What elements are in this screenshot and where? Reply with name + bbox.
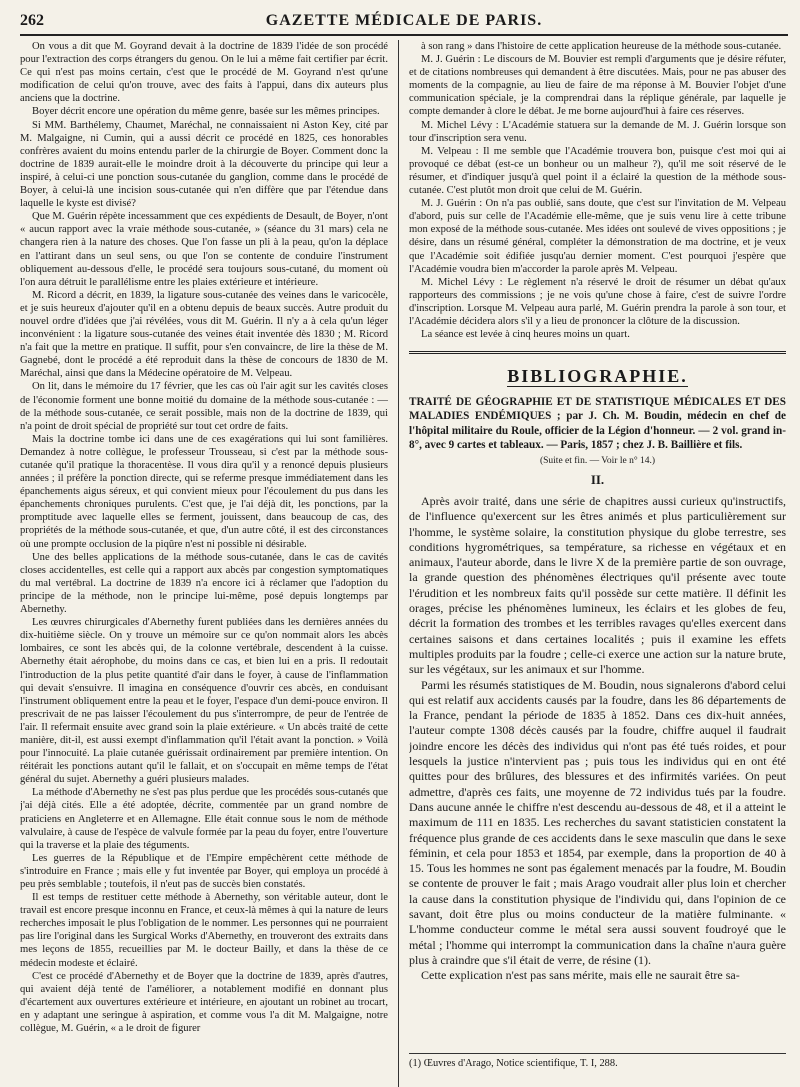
session-closing: La séance est levée à cinq heures moins un quart. [421, 329, 630, 341]
paragraph: Parmi les résumés statistiques de M. Boudin, nous signalerons d'abord celui qui est relatif aux accidents causés par la foudre, dans les 86 départements de la France, pendant la période de 1835 à 1852. Dans ces dix-huit années, l'auteur compte 1308 décès causés par la foudre, chiffre auquel il faudrait joindre encore les décès des individus qui n'ont pas été tués roides, et pour lesquels la justice n'intervient pas ; puis tous les individus qui en ont été quittes pour des brûlures, des blessures et des infirmités variées. On peut admettre, d'après ces faits, une moyenne de 72 individus tués par la foudre. Dans aucune année le chiffre n'est descendu au-dessous de 48, et il a atteint le maximum de 111 en 1835. Les recherches du savant statisticien constatent la fréquence plus grande de ces accidents dans le sexe masculin que dans le sexe féminin, et cela pour 1853 et 1854, par exemple, dans la proportion de 40 à 15. Tous les hommes ne sont pas également menacés par la foudre, M. Boudin se contente de prouver le fait ; mais Arago voudrait aller plus loin et chercher la cause dans la constitution physique de l'individu qui, dans l'opinion de ce savant, doit être plus ou moins conducteur de la matière fulminante. « L'homme conducteur comme le métal sera aussi souvent foudroyé que le métal ; l'homme qui interrompt la communication dans la chaîne n'aura guère plus à craindre que s'il était de verre, de résine (1). [409, 677, 786, 967]
paragraph: M. J. Guérin : On n'a pas oublié, sans doute, que c'est sur l'invitation de M. Velpeau d'abord, puis sur celle de l'Académie elle-même, que je suis venu lire à cette tribune mon exposé de la méthode sous-cutanée. Mes idées ont soulevé de vives oppositions ; je désire, dans un résumé général, compléter la démonstration de ma doctrine, et je veux que l'Académie soit édifiée jusqu'au dernier moment. C'est pourquoi j'espère que l'Académie voudra bien m'accorder la parole après M. Velpeau. [409, 198, 786, 275]
left-column [20, 40, 388, 1087]
paragraph: M. Velpeau : Il me semble que l'Académie trouvera bon, puisque c'est moi qui ai provoqué ce débat (est-ce un bonheur ou un malheur ?), qu'il me soit réservé de le résumer, et d'indiquer jusqu'à quel point il a éclairé la question de la méthode sous-cutanée. C'est plutôt mon droit que celui de M. Guérin. [409, 145, 786, 197]
paragraph: Les guerres de la République et de l'Empire empêchèrent cette méthode de s'introduire en France ; mais elle y fut inventée par Boyer, qui employa un procédé à peu près semblable ; toutefois, il n'eut pas de succès bien constatés. [20, 852, 388, 890]
paragraph: M. J. Guérin : Le discours de M. Bouvier est rempli d'arguments que je désire réfuter, et de citations nombreuses qui demandent à être discutées. Mais, pour ne pas abuser des moments de la compagnie, au lieu de faire de ma réponse à M. Bouvier l'objet d'une communication spéciale, je la comprendrai dans la réplique générale, par laquelle je compte demander à clore le débat. Je me borne aujourd'hui à faire ces réserves. [409, 54, 786, 118]
review-body [409, 494, 786, 984]
continuation-note: (Suite et fin. — Voir le n° 14.) [539, 455, 656, 466]
paragraph: Les œuvres chirurgicales d'Abernethy furent publiées dans les dernières années du dix-huitième siècle. On y trouve un mémoire sur ce qu'on nommait alors les abcès lombaires, ce sont les abcès qui, de la colonne vertébrale, descendent à la cuisse. Abernethy était aérophobe, du moins dans ce cas, et bien lui en a pris. Il redoutait l'introduction de la plus petite quantité d'air dans le foyer, à cause de l'inflammation qui devait s'ensuivre. Il imagina en conséquence d'ouvrir ces abcès, en conduisant l'instrument obliquement entre la peau et le foyer, l'espace d'un demi-pouce environ. Il prescrivait de ne pas laisser l'écoulement du pus s'interrompre, de peur de l'entrée de l'air. Il refermait ensuite avec grand soin la plaie extérieure. « Un abcès traité de cette manière, dit-il, est aussi exempt d'inflammation qu'il l'était avant la ponction. » Voilà pour l'innocuité. La plaie cutanée guérissait ordinairement par première intention. On réitérait les ponctions autant qu'il le fallait, et on s'occupait en même temps de l'état général du sujet. Abernethy a guéri plusieurs malades. [20, 617, 388, 786]
paragraph: On vous a dit que M. Goyrand devait à la doctrine de 1839 l'idée de son procédé pour l'extraction des corps étrangers du genou. On le lui a même fait certifier par écrit. Ce qui n'est pas moins certain, c'est que le procédé de M. Goyrand n'est qu'une modification de celui qu'on trouve, avec des faits à l'appui, dans dix auteurs plus anciens que la doctrine. [20, 41, 388, 105]
paragraph: M. Michel Lévy : Le règlement n'a réservé le droit de résumer un débat qu'aux rapporteurs des commissions ; je ne vois qu'une chose à faire, c'est de suivre l'ordre d'inscription. Lorsque M. Velpeau aura parlé, M. Guérin prendra la parole à son tour, et l'Académie décidera alors s'il y a lieu de prononcer la clôture de la discussion. [409, 276, 786, 327]
paragraph: Après avoir traité, dans une série de chapitres aussi curieux qu'instructifs, de l'influence qu'exercent sur les êtres animés et plus particulièrement sur l'homme, le système solaire, la constitution physique du globe terrestre, ses conditions hygrométriques, sa température, sa richesse en végétaux et en animaux, l'auteur aborde, dans le livre X de la première partie de son ouvrage, la grande question des phénomènes électriques qu'il présente avec toute l'érudition et les nombreux faits qu'il possède sur cette matière. Il définit les orages, précise les phénomènes lumineux, les éclairs et les globes de feu, décrit la formation des trombes et les terribles ravages qu'elles exercent dans certaines saisons et dans certaines localités ; puis il examine les effets multiples produits par la foudre ; celle-ci exerce une action sur la nature brute, sur les végétaux, sur les animaux et sur l'homme. [409, 493, 786, 677]
footnote: (1) Œuvres d'Arago, Notice scientifique, T. I, 288. [409, 1053, 786, 1069]
paragraph: Que M. Guérin répète incessamment que ces expédients de Desault, de Boyer, n'ont « aucun rapport avec la vraie méthode sous-cutanée, » (séance du 31 mars) cela ne changera rien à la nature des choses. Que l'on fasse un pli à la peau, qu'on la déplace en l'attirant dans un seul sens, ou que l'on se contente de conduire l'instrument obliquement au-dessous d'elle, le procédé sera toujours sous-cutané, du moment où l'on aura détruit le parallélisme entre les plaies extérieure et intérieure. [20, 211, 388, 288]
page-number: 262 [20, 12, 44, 29]
section-separator [409, 351, 786, 354]
paragraph: Si MM. Barthélemy, Chaumet, Maréchal, ne connaissaient ni Aston Key, cité par M. Malgaigne, ni Cumin, qui a aussi décrit ce procédé en 1825, ces honorables confrères avaient du moins entendu parler de la chirurgie de Boyer. Comment donc la doctrine de 1839 aurait-elle le moindre droit à la découverte du principe qui leur a inspiré, à celui-ci une ponction sous-cutanée du ganglion, comme dans le procédé de Boyer, à celui-là une incision sous-cutanée qui n'en diffère que par l'étendue dans laquelle le kyste est divisé? [20, 119, 388, 210]
paragraph: Boyer décrit encore une opération du même genre, basée sur les mêmes principes. [32, 106, 380, 118]
page-header [20, 12, 788, 36]
paragraph: Cette explication n'est pas sans mérite, mais elle ne saurait être sa- [421, 968, 740, 983]
paragraph: La méthode d'Abernethy ne s'est pas plus perdue que les procédés sous-cutanés que j'ai déjà cités. Elle a été adoptée, décrite, commentée par un grand nombre de praticiens en Angleterre et en Allemagne. Elle était connue sous le nom de méthode valvulaire, à cause de l'espèce de valvule formée par la peau du foyer, entre l'ouverture qui la traverse et la plaie des téguments. [20, 787, 388, 851]
paragraph: M. Ricord a décrit, en 1839, la ligature sous-cutanée des veines dans le varicocèle, et je suis heureux d'ajouter qu'il en a obtenu depuis de beaux succès. Autre produit du nouvel ordre d'idées que j'ai révélées, vous dit M. Guérin. Il n'y a à cela qu'un léger inconvénient : la ligature sous-cutanée des veines était inventée dès 1830 ; M. Ricord n'a fait que la mettre en pratique. Il suffit, pour s'en convaincre, de lire la thèse de M. Gagnebé, dont le procédé a été reproduit dans la thèse de concours de 1830 de M. Maréchal, ainsi que dans la Médecine opératoire de M. Velpeau. [20, 289, 388, 380]
paragraph: Une des belles applications de la méthode sous-cutanée, dans le cas de cavités closes accidentelles, est celle qui a rapport aux abcès par congestion symptomatiques du mal vertébral. La doctrine de 1839 n'a encore ici à réclamer que l'adoption du principe de la méthode, non le principe lui-même, posé depuis longtemps par Abernethy. [20, 551, 388, 616]
paragraph: Mais la doctrine tombe ici dans une de ces exagérations qui lui sont familières. Demandez à notre collègue, le professeur Trousseau, si c'est par la méthode sous-cutanée qu'il pratique la thoracentèse. Il vous dira qu'il y a renoncé depuis plusieurs années ; il préfère la ponction directe, qui se referme presque immédiatement dans les épanchements aigus séreux, et qui convient mieux pour l'écoulement du pus dans les épanchements chroniques purulents. C'est que, je l'ai déjà dit, les ponctions, par la promptitude avec laquelle elles se ferment, jouissent, dans beaucoup de cas, des propriétés de la méthode sous-cutanée, et que, d'un autre côté, il est des circonstances où une prompte occlusion de la piqûre n'est ni possible ni désirable. [20, 433, 388, 550]
book-reference: TRAITÉ DE GÉOGRAPHIE ET DE STATISTIQUE MÉDICALES ET DES MALADIES ENDÉMIQUES ; par J. Ch. M. Boudin, médecin en chef de l'hôpital militaire du Roule, officier de la Légion d'honneur. — 2 vol. grand in-8°, avec 9 cartes et tableaux. — Paris, 1857 ; chez J. B. Baillière et fils. [409, 396, 786, 451]
section-number: II. [590, 471, 605, 487]
paragraph: Il est temps de restituer cette méthode à Abernethy, son véritable auteur, dont le travail est encore presque inconnu en France, et ceux-là mêmes à qui la nature de leurs recherches imposait le plus l'obligation de le nommer. Les personnes qui ne pourraient pas lire l'original dans les Surgical Works d'Abernethy, en trouveront des extraits dans mes leçons de 1855, recueillies par M. le docteur Bailly, et dans la thèse de ce médecin modeste et éclairé. [20, 892, 388, 969]
paragraph: M. Michel Lévy : L'Académie statuera sur la demande de M. J. Guérin lorsque son tour d'inscription sera venu. [409, 119, 786, 144]
column-divider [398, 40, 399, 1087]
journal-title: GAZETTE MÉDICALE DE PARIS. [265, 12, 543, 29]
bibliography-heading: BIBLIOGRAPHIE. [507, 366, 688, 387]
paragraph: à son rang » dans l'histoire de cette application heureuse de la méthode sous-cutanée. [421, 41, 782, 52]
paragraph: On lit, dans le mémoire du 17 février, que les cas où l'air agit sur les cavités closes de l'économie forment une bonne moitié du domaine de la méthode sous-cutanée : — de la méthode sous-cutanée, ce serait possible, mais non de la doctrine de 1839, qui n'a point de droit spécial de propriété sur tout cet ordre de faits. [20, 381, 388, 432]
paragraph: C'est ce procédé d'Abernethy et de Boyer que la doctrine de 1839, après d'autres, qui avaient déjà tenté de l'améliorer, a notablement modifié en donnant plus d'écartement aux ouvertures extérieure et intérieure, en ajoutant un robinet au trocart, en y adaptant une seringue à aspiration, et comme vous l'a dit M. Malgaigne, notre collègue, M. Guérin, « a le droit de figurer [20, 970, 388, 1035]
right-column [409, 40, 786, 1087]
